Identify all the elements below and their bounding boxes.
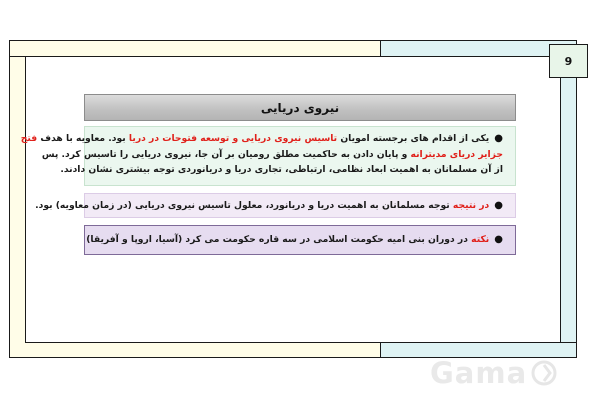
frame-band-top-right bbox=[380, 40, 577, 57]
box1-line2 bbox=[41, 147, 503, 163]
frame-band-top-left bbox=[9, 40, 381, 57]
box1-highlight-islands: جزایر دریای مدیترانه bbox=[410, 148, 503, 160]
bullet-box-note bbox=[84, 225, 516, 255]
bullet-icon: ● bbox=[494, 234, 503, 245]
box3-highlight: نکته bbox=[471, 234, 490, 245]
bullet-box-naval-founding bbox=[20, 126, 516, 186]
watermark-text: Gama bbox=[430, 356, 528, 390]
box1-highlight-conquest: فتح bbox=[20, 133, 38, 144]
box1-highlight-founding: تاسیس نیروی دریایی و توسعه فتوحات در دریا bbox=[128, 133, 338, 144]
bullet-box-result bbox=[35, 193, 516, 218]
slide-title: نیروی دریایی bbox=[84, 94, 516, 121]
box2-line bbox=[35, 198, 503, 214]
page-number: 9 bbox=[549, 44, 588, 78]
box1-line2-post: و پایان دادن به حاکمیت مطلق رومیان بر آن جا، نیروی دریایی را تاسیس کرد. پس bbox=[41, 148, 408, 160]
box1-line3: از آن مسلمانان به اهمیت ابعاد نظامی، ارتباطی، تجاری دریا و دریانوردی توجه بیشتری نشان دادند. bbox=[60, 164, 503, 175]
box1-line1-post: بود. معاویه با هدف bbox=[40, 133, 126, 144]
box1-line1 bbox=[20, 131, 503, 147]
box3-text: در دوران بنی امیه حکومت اسلامی در سه قاره حکومت می کرد (آسیا، اروپا و آفریقا) bbox=[86, 234, 468, 245]
gama-logo-icon bbox=[531, 360, 557, 386]
gama-watermark bbox=[430, 355, 578, 391]
box2-highlight: در نتیجه bbox=[452, 200, 490, 211]
box1-line1-pre: یکی از اقدام های برجسته امویان bbox=[340, 133, 490, 144]
frame-band-right bbox=[560, 56, 577, 343]
bullet-icon: ● bbox=[494, 200, 503, 211]
box3-line bbox=[86, 232, 503, 248]
box2-text: توجه مسلمانان به اهمیت دریا و دریانورد، معلول تاسیس نیروی دریایی (در زمان معاویه) بود. bbox=[35, 200, 450, 211]
bullet-icon: ● bbox=[494, 133, 503, 144]
